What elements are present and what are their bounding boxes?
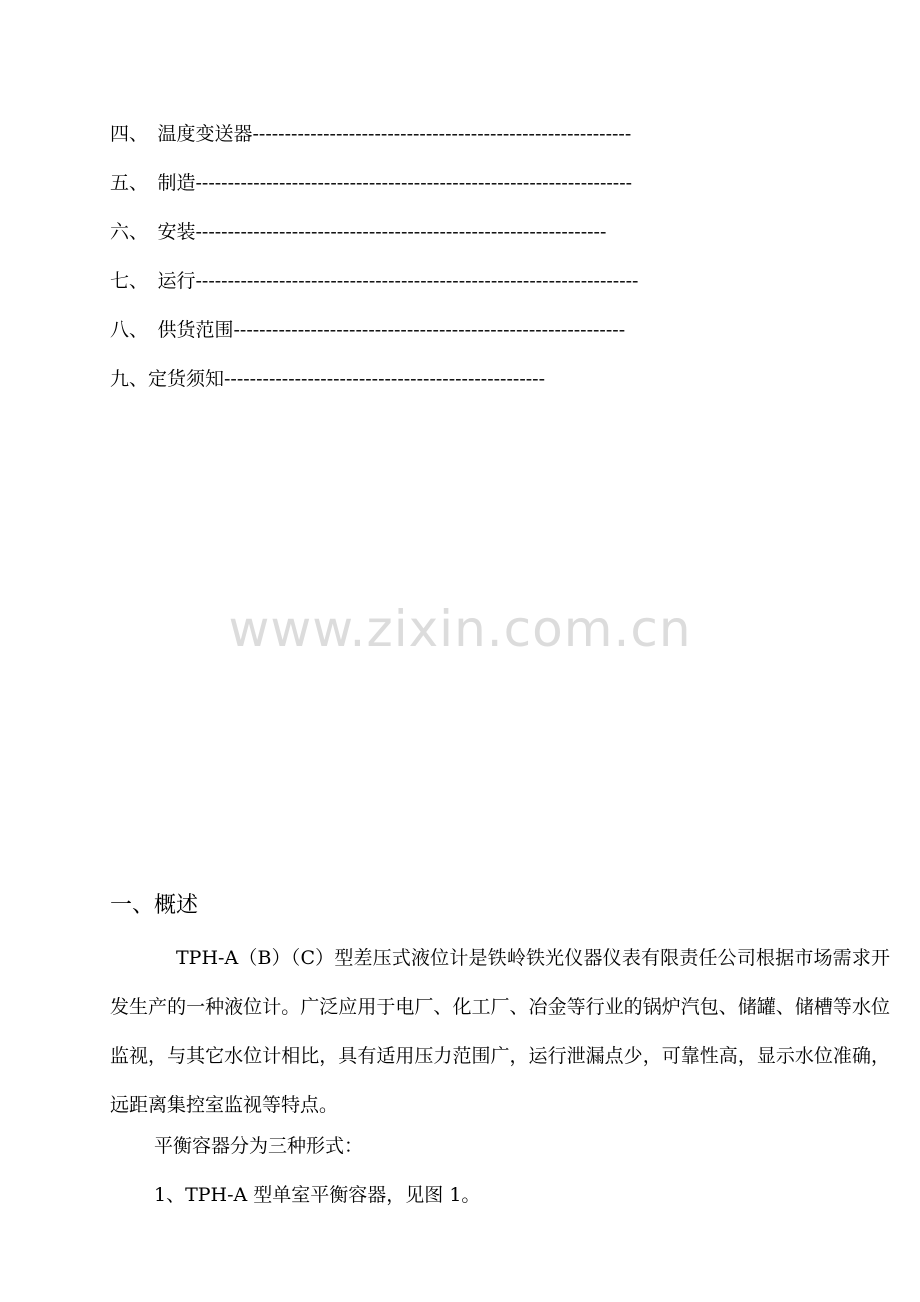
toc-item-ordering-notes: 九、定货须知--------------------------------------------------	[110, 368, 545, 390]
balance-container-types-line: 平衡容器分为三种形式：	[154, 1135, 364, 1157]
tph-a-type-line: 1、TPH-A 型单室平衡容器，见图 1。	[154, 1184, 481, 1206]
toc-item-supply-scope: 八、 供货范围-------------------------------------------------------------	[110, 319, 626, 341]
toc-item-operation: 七、 运行---------------------------------------------------------------------	[110, 270, 639, 292]
section-title-overview: 一、概述	[110, 893, 199, 918]
toc-item-manufacturing: 五、 制造--------------------------------------------------------------------	[110, 172, 633, 194]
toc-item-temperature-transmitter: 四、 温度变送器-----------------------------------------------------------	[110, 123, 632, 145]
watermark: www.zixin.com.cn	[228, 600, 692, 658]
table-of-contents	[110, 118, 730, 412]
toc-item-installation: 六、 安装----------------------------------------------------------------	[110, 221, 607, 243]
overview-paragraph: TPH-A（B）（C）型差压式液位计是铁岭铁光仪器仪表有限责任公司根据市场需求开发生产的一种液位计。广泛应用于电厂、化工厂、冶金等行业的锅炉汽包、储罐、储槽等水位监视，与其它水位计相比，具有适用压力范围广，运行泄漏点少，可靠性高，显示水位准确，远距离集控室监视等特点。	[110, 947, 890, 1116]
